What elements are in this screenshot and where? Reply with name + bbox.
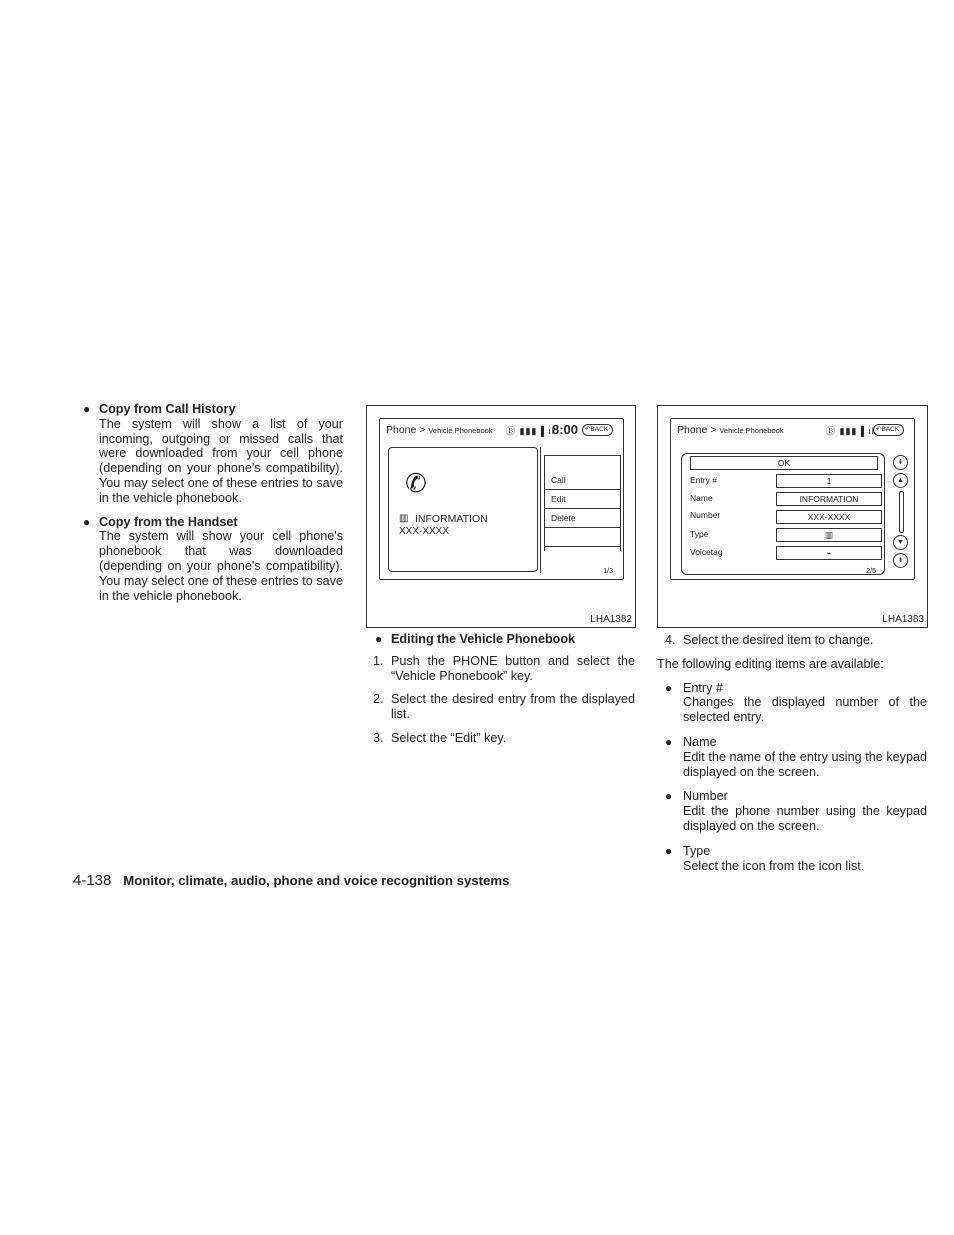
right-column	[657, 633, 927, 883]
bullet-dot: ●	[665, 843, 673, 858]
scroll-down-icon[interactable]: ▼	[893, 535, 908, 550]
page-number: 4-138	[73, 872, 112, 889]
item-body: The system will show a list of your incoming, outgoing or missed calls that were downloaded from your cell phone (depending on your phone's compatibility). You may select one of these entries to save in the vehicle phonebook.	[99, 416, 343, 505]
item-desc: Edit the name of the entry using the keypad displayed on the screen.	[683, 749, 927, 779]
step-number: 2.	[373, 692, 384, 707]
menu-delete[interactable]: Delete	[545, 509, 620, 528]
bullet-dot: ●	[83, 402, 91, 416]
section-title: Monitor, climate, audio, phone and voice recognition systems	[123, 873, 510, 888]
entry-name: INFORMATION	[415, 513, 488, 525]
item-title: Type	[683, 843, 711, 858]
step-number: 4.	[665, 633, 676, 647]
step-text: Push the PHONE button and select the “Vehicle Phonebook” key.	[391, 653, 635, 683]
field-label-type: Type	[690, 529, 709, 539]
menu-list	[544, 455, 621, 551]
edit-panel	[681, 453, 885, 575]
field-value-entry[interactable]: 1	[776, 474, 882, 488]
page-up-icon[interactable]: ⇞	[893, 455, 908, 470]
back-label: BACK	[881, 426, 900, 433]
step-1	[373, 654, 635, 684]
bullet-copy-handset	[73, 515, 343, 604]
item-number	[657, 789, 927, 833]
field-value-type[interactable]: ▥	[776, 528, 882, 542]
figure-caption: LHA1382	[590, 614, 632, 625]
editing-heading	[373, 632, 635, 647]
back-arrow-icon: ↶	[876, 426, 882, 433]
figure-caption: LHA1383	[882, 614, 924, 625]
page-indicator: 2/5	[866, 568, 876, 575]
phone-icon: ✆	[405, 468, 427, 498]
phone-screen	[379, 418, 624, 580]
item-desc: Changes the displayed number of the selected entry.	[683, 695, 927, 725]
step-text: Select the desired item to change.	[683, 633, 874, 647]
bullet-dot: ●	[83, 514, 91, 529]
ok-button[interactable]: OK	[690, 456, 878, 470]
field-label-voicetag: Voicetag	[690, 547, 723, 557]
title-sub: Vehicle Phonebook	[428, 426, 493, 435]
item-desc: Select the icon from the icon list.	[683, 858, 865, 873]
divider	[540, 447, 541, 573]
item-type	[657, 844, 927, 874]
back-arrow-icon: ↶	[585, 426, 591, 433]
field-value-number[interactable]: XXX-XXXX	[776, 510, 882, 524]
page-footer	[73, 872, 509, 889]
item-heading: Copy from Call History	[99, 402, 236, 416]
back-button[interactable]	[582, 424, 613, 436]
step-2	[373, 692, 635, 722]
bullet-dot: ●	[665, 789, 673, 804]
left-column	[73, 402, 343, 612]
title-main: Phone >	[386, 424, 426, 436]
step-4	[657, 633, 927, 648]
figure-lha1383	[657, 405, 928, 628]
scrollbar[interactable]	[899, 491, 904, 533]
bullet-copy-call-history	[73, 402, 343, 506]
entry-number: XXX-XXXX	[399, 526, 450, 537]
bullet-dot: ●	[375, 632, 383, 646]
step-number: 3.	[373, 730, 384, 745]
bullet-dot: ●	[665, 734, 673, 749]
back-label: BACK	[590, 426, 609, 433]
field-value-name[interactable]: INFORMATION	[776, 492, 882, 506]
item-body: The system will show your cell phone's phonebook that was downloaded (depending on your phone's compatibility). You may select one of these entries to save in the vehicle phonebook.	[99, 529, 343, 603]
page-down-icon[interactable]: ⇟	[893, 553, 908, 568]
step-text: Select the “Edit” key.	[391, 730, 507, 745]
figure-lha1382	[366, 405, 636, 628]
clock: 8:00	[552, 422, 579, 437]
item-title: Entry #	[683, 680, 723, 695]
field-label-number: Number	[690, 510, 721, 520]
step-3	[373, 731, 635, 746]
menu-call[interactable]: Call	[545, 471, 620, 490]
field-value-voicetag[interactable]: ⌁	[776, 546, 882, 560]
page-indicator: 1/3	[603, 568, 613, 575]
title-main: Phone >	[677, 424, 717, 436]
intro-text: The following editing items are available:	[657, 656, 884, 671]
item-desc: Edit the phone number using the keypad displayed on the screen.	[683, 804, 927, 833]
screen-title	[677, 424, 784, 436]
item-title: Number	[683, 789, 728, 804]
field-label-entry: Entry #	[690, 475, 717, 485]
scroll-up-icon[interactable]: ▲	[893, 473, 908, 488]
item-name	[657, 735, 927, 779]
step-number: 1.	[373, 653, 384, 668]
menu-empty-1[interactable]	[545, 528, 620, 547]
step-text: Select the desired entry from the displayed list.	[391, 692, 635, 722]
item-title: Name	[683, 734, 717, 749]
screen-title	[386, 424, 493, 436]
phone-screen	[670, 418, 915, 580]
bullet-dot: ●	[665, 680, 673, 695]
item-entry	[657, 681, 927, 725]
middle-column	[373, 632, 635, 755]
menu-edit[interactable]: Edit	[545, 490, 620, 509]
section-heading: Editing the Vehicle Phonebook	[391, 632, 576, 646]
title-sub: Vehicle Phonebook	[719, 426, 784, 435]
status-icons: Ⓑ ▮▮▮ ▌ıl	[826, 426, 875, 436]
entry-panel	[388, 447, 538, 572]
item-heading: Copy from the Handset	[99, 514, 238, 529]
field-label-name: Name	[690, 493, 713, 503]
type-icon: ▥	[399, 513, 409, 524]
status-icons: Ⓑ ▮▮▮ ▌ıl	[506, 426, 555, 436]
back-button[interactable]	[873, 424, 904, 436]
